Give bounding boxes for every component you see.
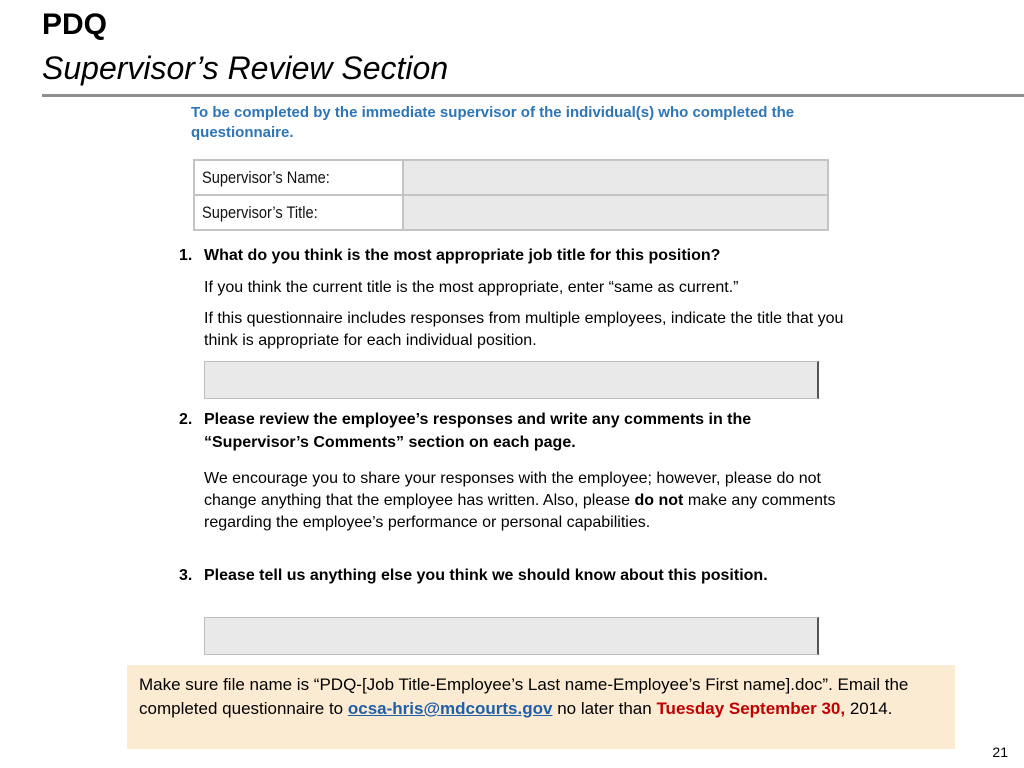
question-2-emphasis: do not [634,492,684,509]
question-1-para-1: If you think the current title is the most appropriate, enter “same as current.” [204,279,739,296]
intro-instruction: To be completed by the immediate supervisor of the individual(s) who completed the questionnaire. [191,104,795,141]
question-2-paragraph: We encourage you to share your responses with the employee; however, please do not change anything that the employee has written. Also, please do not make any comments regarding the employee’s performance or personal capabilities. [204,470,836,531]
deadline-date: Tuesday September 30, [656,699,846,718]
page-title: PDQ [42,8,108,41]
email-link[interactable]: ocsa-hris@mdcourts.gov [347,699,553,718]
supervisor-name-field[interactable] [403,160,828,195]
supervisor-title-row [194,195,828,230]
question-1-number: 1. [179,247,193,264]
page-subtitle: Supervisor’s Review Section [42,50,449,86]
supervisor-title-field[interactable] [403,195,828,230]
submission-note: Make sure file name is “PDQ-[Job Title-Employee’s Last name-Employee’s First name].doc”. Email the completed questionnaire to ocsa-hris@mdcourts.gov no later than Tuesday September 30, 2014. [127,665,955,749]
question-1-answer-field[interactable] [204,361,819,399]
question-3-number: 3. [179,567,193,584]
page-number: 21 [992,744,1008,760]
question-3-answer-field[interactable] [204,617,819,655]
question-1-text: What do you think is the most appropriate job title for this position? [204,247,721,264]
header-divider [42,94,1024,97]
supervisor-name-label: Supervisor’s Name: [194,160,403,195]
question-2-text: Please review the employee’s responses and write any comments in the “Supervisor’s Comments” section on each page. [204,411,752,451]
supervisor-name-row [194,160,828,195]
question-3-text: Please tell us anything else you think we should know about this position. [204,567,768,584]
supervisor-info-table [193,159,829,231]
supervisor-title-label: Supervisor’s Title: [194,195,403,230]
question-1-para-2: If this questionnaire includes responses from multiple employees, indicate the title that you think is appropriate for each individual position. [204,310,844,349]
question-2-number: 2. [179,411,193,428]
